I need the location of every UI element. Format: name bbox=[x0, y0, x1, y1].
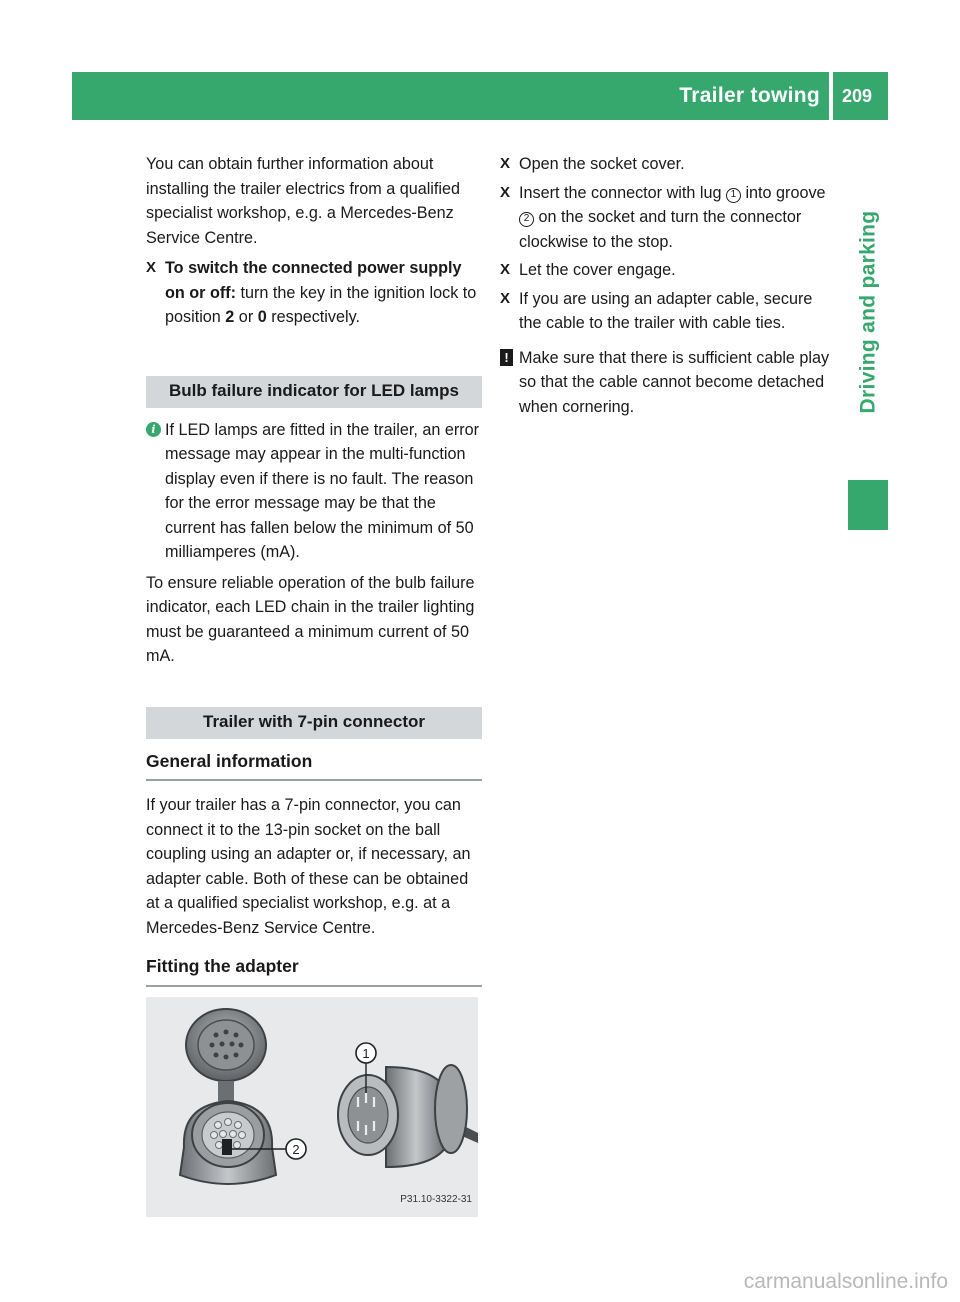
header-divider bbox=[829, 72, 833, 120]
step-text: on the socket and turn the connector clockwise to the stop. bbox=[519, 208, 802, 251]
key-position: 2 bbox=[225, 308, 235, 326]
figure-code: P31.10-3322-31 bbox=[400, 1194, 472, 1205]
step-text: Insert the connector with lug bbox=[519, 183, 726, 202]
left-column bbox=[146, 152, 482, 1217]
instruction-step bbox=[500, 287, 836, 336]
side-tab-marker bbox=[848, 480, 888, 530]
connector-illustration bbox=[146, 997, 478, 1217]
info-note bbox=[146, 418, 482, 565]
instruction-step bbox=[500, 152, 836, 177]
step-heading: To switch the connected power supply on or off: bbox=[165, 259, 462, 302]
body-paragraph: To ensure reliable operation of the bulb failure indicator, each LED chain in the trailer lighting must be guaranteed a minimum current of 50 mA. bbox=[146, 573, 475, 665]
step-text: turn the key in the ignition lock to position bbox=[165, 283, 477, 326]
instruction-step bbox=[500, 258, 836, 283]
info-text: If LED lamps are fitted in the trailer, an error message may appear in the multi-function display even if there is no fault. The reason for the error message may be that the current has fallen below the minimum of 50 milliamperes (mA). bbox=[165, 420, 479, 561]
page-title: Trailer towing bbox=[679, 84, 820, 107]
key-position: 0 bbox=[257, 308, 267, 326]
step-text: or bbox=[234, 308, 258, 326]
step-arrow-icon: X bbox=[500, 261, 511, 278]
intro-paragraph: You can obtain further information about installing the trailer electrics from a qualified specialist workshop, e.g. a Mercedes-Benz Service Centre. bbox=[146, 155, 460, 247]
step-arrow-icon: X bbox=[146, 259, 157, 276]
step-arrow-icon: X bbox=[500, 183, 511, 201]
watermark: carmanualsonline.info bbox=[743, 1270, 948, 1293]
step-text: Let the cover engage. bbox=[519, 261, 676, 279]
section-heading: Trailer with 7-pin connector bbox=[146, 707, 482, 739]
step-text: respectively. bbox=[266, 308, 360, 326]
info-icon: i bbox=[146, 422, 161, 437]
instruction-step bbox=[500, 181, 836, 255]
body-paragraph: If your trailer has a 7-pin connector, you can connect it to the 13-pin socket on the ball coupling using an adapter or, if necessary, an adapter cable. Both of these can be obtained at a qualified specialist workshop, e.g. at a Mercedes-Benz Service Centre. bbox=[146, 796, 471, 937]
section-heading: Bulb failure indicator for LED lamps bbox=[146, 376, 482, 408]
subheading: General information bbox=[146, 749, 482, 782]
warning-note bbox=[500, 346, 836, 420]
subheading: Fitting the adapter bbox=[146, 954, 482, 987]
callout-2: 2 bbox=[292, 1141, 300, 1157]
step-text: into groove bbox=[740, 183, 826, 202]
instruction-step bbox=[146, 256, 482, 330]
step-text: If you are using an adapter cable, secure the cable to the trailer with cable ties. bbox=[519, 289, 813, 332]
warning-text: Make sure that there is sufficient cable play so that the cable cannot become detached when cornering. bbox=[519, 348, 830, 416]
step-arrow-icon: X bbox=[500, 155, 511, 172]
warning-icon: ! bbox=[500, 349, 513, 366]
side-tab-label: Driving and parking bbox=[856, 210, 879, 414]
socket-and-connector-drawing bbox=[146, 997, 478, 1217]
right-column bbox=[500, 152, 836, 419]
callout-1-ref: 1 bbox=[726, 188, 741, 203]
side-tab bbox=[848, 210, 888, 414]
callout-1: 1 bbox=[362, 1045, 370, 1061]
callout-2-ref: 2 bbox=[519, 212, 534, 227]
step-arrow-icon: X bbox=[500, 289, 511, 307]
step-text: Open the socket cover. bbox=[519, 155, 685, 173]
page-number: 209 bbox=[842, 86, 873, 106]
